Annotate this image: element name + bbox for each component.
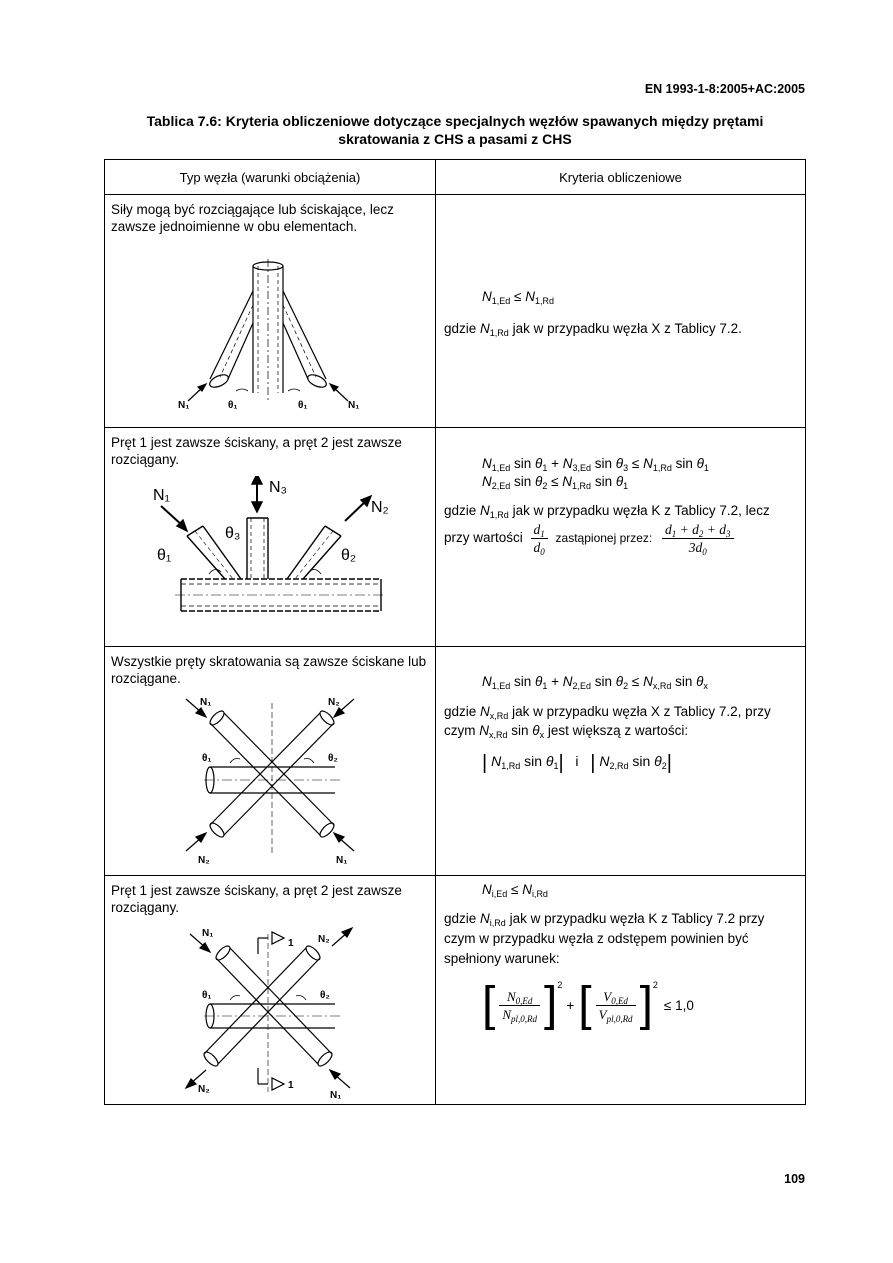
label-theta1: θ₁ (202, 753, 212, 764)
column-header-criteria: Kryteria obliczeniowe (436, 160, 806, 195)
label-theta1: θ₁ (202, 990, 212, 1001)
label-n1-bottom: N₁ (336, 855, 348, 865)
criteria-formula: $N_{1,Ed}$ $\sin \theta_1 + N_{2,Ed}$ $\sin \theta_2 \le N_{x,Rd}$ $\sin \theta_x$ (482, 674, 708, 691)
row-description: Siły mogą być rozciągające lub ściskające, lecz zawsze jednoimienne w obu elementach. (111, 202, 394, 234)
criteria-formula-1: $N_{1,Ed}$ $\sin \theta_1 + N_{3,Ed}$ $\sin \theta_3 \le N_{1,Rd}$ $\sin \theta_1$ (482, 456, 709, 473)
column-header-joint-type: Typ węzła (warunki obciążenia) (105, 160, 436, 195)
criteria-formula: $N_{1,Ed} \le N_{1,Rd}$ (482, 289, 554, 306)
joint-figure-1 (170, 251, 370, 411)
label-theta-left: θ₁ (228, 400, 238, 411)
criteria-note: gdzie $N_{1,Rd}$ jak w przypadku węzła K z Tablicy 7.2, lecz (444, 503, 770, 520)
label-n2-bottom: N₂ (198, 855, 210, 865)
label-theta2: θ₂ (320, 990, 330, 1001)
label-n1-top: N₁ (202, 928, 214, 939)
criteria-formula-2: $N_{2,Ed}$ $\sin \theta_2 \le N_{1,Rd}$ $\sin \theta_1$ (482, 474, 629, 491)
joint-figure-3 (180, 695, 360, 865)
label-n1: N₁ (153, 487, 170, 504)
label-theta2: θ₂ (341, 547, 357, 564)
gap-condition: [ $\frac{N_{0,Ed}}{N_{pl,0,Rd}}$ ] 2 + [ $\frac{V_{0,Ed}}{V_{pl,0,Rd}}$ ] 2 ≤ 1,0 (482, 978, 694, 1031)
criteria-cell (436, 428, 806, 647)
label-n2-bottom: N₂ (198, 1084, 210, 1095)
label-n1-left: N₁ (178, 400, 190, 411)
label-theta1: θ₁ (157, 547, 172, 564)
table-header-row (105, 160, 806, 195)
criteria-note-2: przy wartości $\frac{d_1}{d_0}$ zastąpionej przez: $\frac{d_1 + d_2 + d_3}{3d_0}$ (436, 519, 805, 556)
label-theta2: θ₂ (328, 753, 338, 764)
criteria-abs-values: | $N_{1,Rd}$ $\sin \theta_1|$ i | $N_{2,Rd}$ $\sin \theta_2|$ (482, 752, 672, 774)
criteria-cell (436, 647, 806, 876)
joint-type-cell (105, 647, 436, 876)
label-n3: N₃ (269, 479, 288, 496)
table-title-line1: Tablica 7.6: Kryteria obliczeniowe dotyczące specjalnych węzłów spawanych między prętami (146, 113, 764, 129)
joint-figure-2 (145, 476, 395, 624)
criteria-note: gdzie $N_{1,Rd}$ jak w przypadku węzła X z Tablicy 7.2. (444, 321, 742, 338)
criteria-note-2: czym $N_{x,Rd}$ $\sin \theta_x$ jest większą z wartości: (444, 723, 689, 740)
row-description: Pręt 1 jest zawsze ściskany, a pręt 2 jest zawsze rozciągany. (111, 883, 402, 915)
criteria-cell (436, 876, 806, 1105)
joint-type-cell (105, 195, 436, 428)
label-section-bottom: 1 (288, 1080, 294, 1091)
label-n1-right: N₁ (348, 400, 360, 411)
table-title (104, 112, 806, 148)
label-section-top: 1 (288, 938, 294, 949)
criteria-note: gdzie $N_{i,Rd}$ jak w przypadku węzła K z Tablicy 7.2 przy czym w przypadku węzła z odstępem powinien być spełniony warunek: (444, 911, 765, 966)
criteria-table (104, 159, 806, 1105)
row-description: Pręt 1 jest zawsze ściskany, a pręt 2 jest zawsze rozciągany. (111, 435, 402, 467)
page-number: 109 (784, 1172, 805, 1186)
row-description: Wszystkie pręty skratowania są zawsze ściskane lub rozciągane. (111, 654, 427, 686)
label-n2-top: N₂ (318, 934, 330, 945)
label-theta-right: θ₁ (298, 400, 308, 411)
criteria-cell (436, 195, 806, 428)
label-n1-bottom: N₁ (330, 1090, 342, 1100)
standard-reference: EN 1993-1-8:2005+AC:2005 (644, 82, 805, 96)
joint-type-cell (105, 876, 436, 1105)
table-title-line2: skratowania z CHS a pasami z CHS (338, 131, 572, 147)
label-n2: N₂ (371, 499, 389, 516)
criteria-note: gdzie $N_{x,Rd}$ jak w przypadku węzła X z Tablicy 7.2, przy (444, 704, 771, 721)
label-n2-top: N₂ (328, 697, 340, 708)
table-row (105, 195, 806, 428)
joint-type-cell (105, 428, 436, 647)
joint-figure-4 (180, 924, 360, 1100)
table-row (105, 428, 806, 647)
criteria-formula: $N_{i,Ed} \le N_{i,Rd}$ (482, 882, 548, 899)
label-n1-top: N₁ (200, 697, 212, 708)
label-theta3: θ₃ (225, 525, 241, 542)
table-row (105, 647, 806, 876)
table-row (105, 876, 806, 1105)
